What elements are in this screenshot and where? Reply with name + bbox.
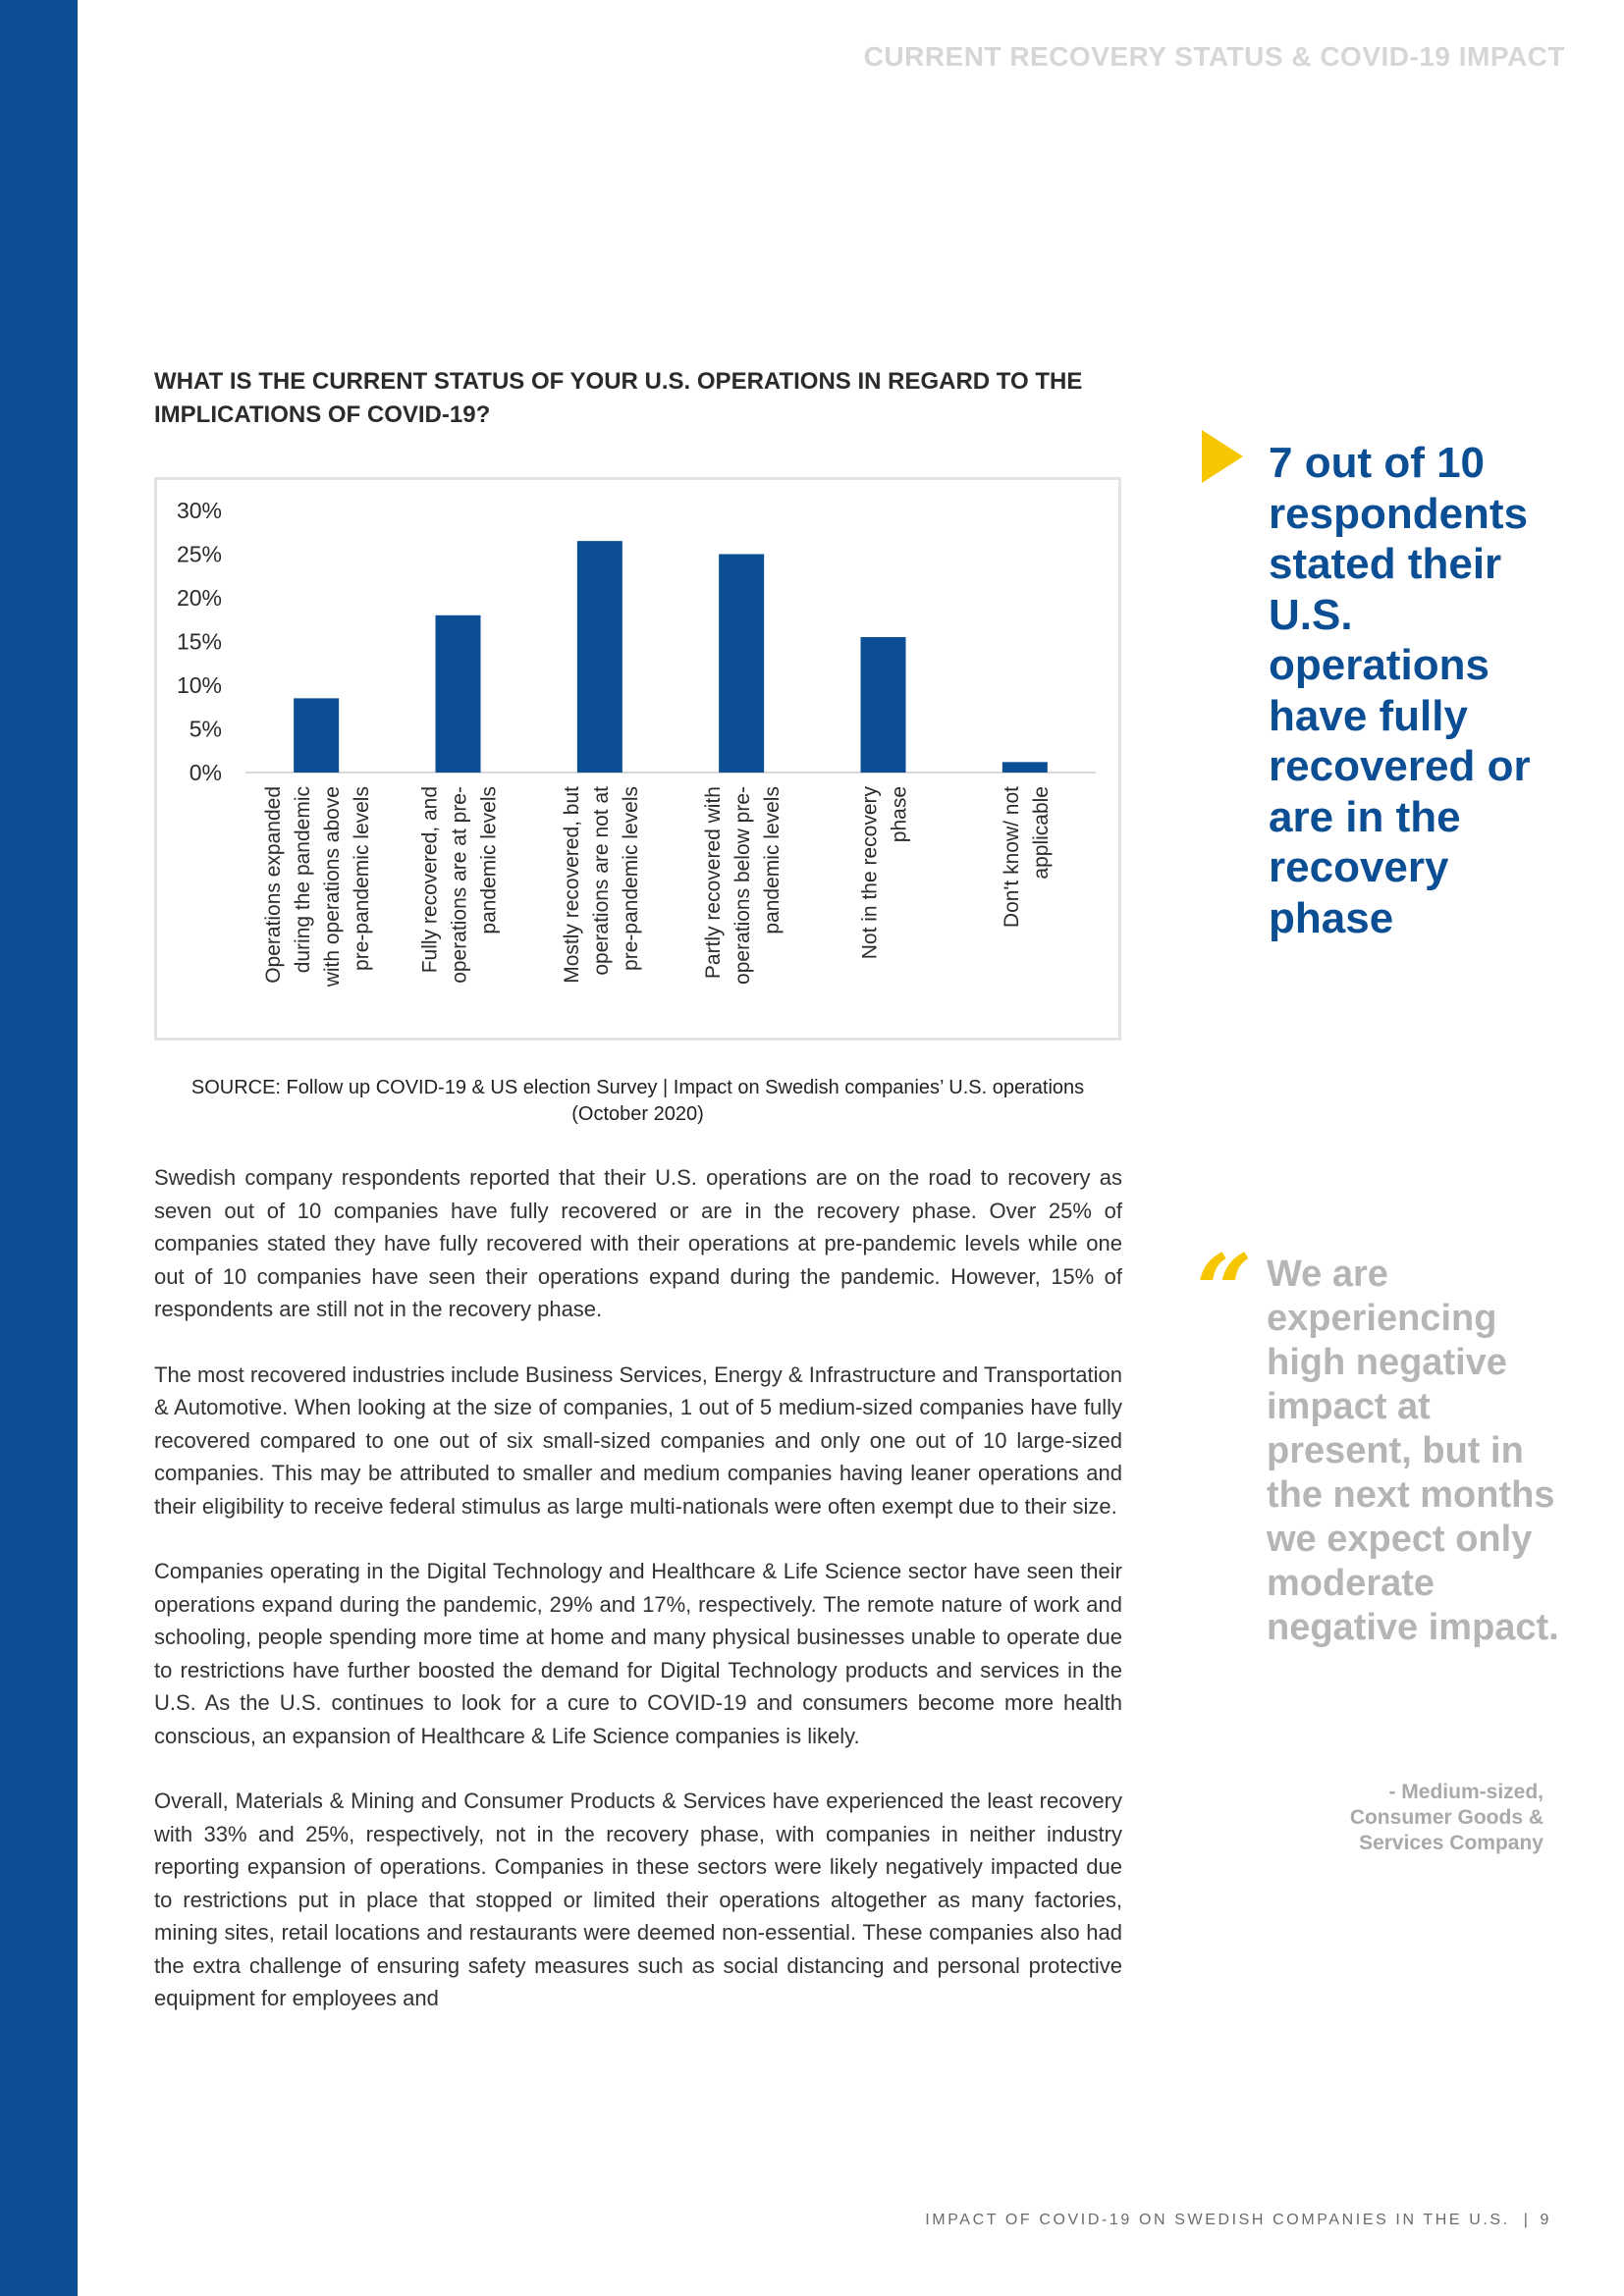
footer-separator: |: [1523, 2212, 1531, 2228]
x-category-label-line: operations are not at: [589, 786, 613, 976]
y-tick-label: 0%: [189, 760, 222, 785]
chart-source: SOURCE: Follow up COVID-19 & US election Survey | Impact on Swedish companies’ U.S. operations (October 2020): [190, 1077, 1085, 1125]
bar: [861, 637, 906, 773]
x-category-label-line: applicable: [1029, 786, 1053, 880]
page-footer: [925, 2212, 1551, 2229]
page-number: 9: [1540, 2212, 1551, 2228]
chart-canvas: [157, 480, 1118, 1038]
paragraph: Swedish company respondents reported that their U.S. operations are on the road to recovery as seven out of 10 companies have fully recovered or are in the recovery phase. Over 25% of companies stated they have fully recovered with their operations at pre-pandemic levels while one out of 10 companies have seen their operations expand during the pandemic. However, 15% of respondents are still not in the recovery phase.: [154, 1165, 1122, 1321]
y-tick-label: 10%: [176, 672, 222, 698]
x-category-label-line: Fully recovered, and: [418, 786, 442, 974]
left-sidebar-band: [0, 0, 78, 2296]
y-tick-label: 30%: [176, 498, 222, 523]
bar: [577, 541, 623, 773]
x-category-label: [1001, 786, 1053, 928]
bar: [294, 698, 339, 773]
x-category-label: [419, 786, 501, 984]
y-tick-label: 25%: [176, 541, 222, 567]
x-category-label-line: pre-pandemic levels: [351, 786, 374, 971]
bar: [436, 615, 481, 773]
chart-title: WHAT IS THE CURRENT STATUS OF YOUR U.S. OPERATIONS IN REGARD TO THE IMPLICATIONS OF COVID-19?: [154, 368, 1083, 428]
x-category-label-line: during the pandemic: [292, 786, 315, 974]
body-text: [154, 1161, 1122, 2048]
x-category-label-line: phase: [888, 786, 911, 843]
x-category-label-line: Don't know/ not: [1000, 786, 1023, 929]
x-category-label-line: pandemic levels: [477, 786, 501, 934]
x-category-label-line: Not in the recovery: [858, 786, 882, 960]
attribution-line: Consumer Goods &: [1349, 1806, 1543, 1829]
play-arrow-icon: [1202, 430, 1243, 483]
paragraph: Companies operating in the Digital Technology and Healthcare & Life Science sector have seen their operations expand during the pandemic, 29% and 17%, respectively. The remote nature of work and schooling, people spending more time at home and many physical businesses unable to operate due to restrictions have further boosted the demand for Digital Technology products and services in the U.S. As the U.S. continues to look for a cure to COVID-19 and consumers become more health conscious, an expansion of Healthcare & Life Science companies is likely.: [154, 1559, 1122, 1748]
attribution-line: Services Company: [1359, 1832, 1543, 1854]
x-category-label-line: with operations above: [321, 786, 345, 988]
y-tick-label: 20%: [176, 585, 222, 611]
quote-mark-icon: “: [1196, 1233, 1253, 1349]
footer-title: IMPACT OF COVID-19 ON SWEDISH COMPANIES IN THE U.S.: [925, 2212, 1510, 2228]
x-category-label: [262, 786, 373, 988]
quote-attribution: [1288, 1780, 1543, 1856]
section-header: CURRENT RECOVERY STATUS & COVID-19 IMPACT: [863, 41, 1565, 72]
pull-quote: We are experiencing high negative impact at present, but in the next months we expect only moderate negative impact.: [1267, 1254, 1559, 1648]
bar-chart: [154, 477, 1121, 1041]
callout-highlight: 7 out of 10 respondents stated their U.S. operations have fully recovered or are in the recovery phase: [1269, 439, 1531, 942]
y-tick-label: 5%: [189, 716, 222, 742]
x-category-label-line: Partly recovered with: [702, 786, 726, 980]
x-category-label-line: Mostly recovered, but: [560, 786, 583, 984]
x-category-label: [859, 786, 911, 960]
paragraph: The most recovered industries include Business Services, Energy & Infrastructure and Transportation & Automotive. When looking at the size of companies, 1 out of 5 medium-sized companies have fully recovered compared to one out of six small-sized companies and only one out of 10 large-sized companies. This may be attributed to smaller and medium companies having leaner operations and their eligibility to receive federal stimulus as large multi-nationals were often exempt due to their size.: [154, 1362, 1122, 1519]
bar: [719, 555, 764, 774]
paragraph: Overall, Materials & Mining and Consumer Products & Services have experienced the least recovery with 33% and 25%, respectively, not in the recovery phase, with companies in neither industry reporting expansion of operations. Companies in these sectors were likely negatively impacted due to restrictions put in place that stopped or limited their operations altogether as many factories, mining sites, retail locations and restaurants were deemed non-essential. These companies also had the extra challenge of ensuring safety measures such as social distancing and personal protective equipment for employees and: [154, 1789, 1122, 2010]
x-category-label-line: operations are at pre-: [448, 786, 471, 984]
x-category-label-line: Operations expanded: [262, 786, 286, 984]
x-category-label: [561, 786, 642, 984]
bar: [1002, 762, 1048, 773]
y-tick-label: 15%: [176, 628, 222, 655]
x-category-label: [702, 786, 784, 985]
attribution-line: - Medium-sized,: [1388, 1781, 1543, 1803]
x-category-label-line: operations below pre-: [731, 786, 755, 985]
x-category-label-line: pandemic levels: [761, 786, 785, 934]
x-category-label-line: pre-pandemic levels: [619, 786, 642, 971]
